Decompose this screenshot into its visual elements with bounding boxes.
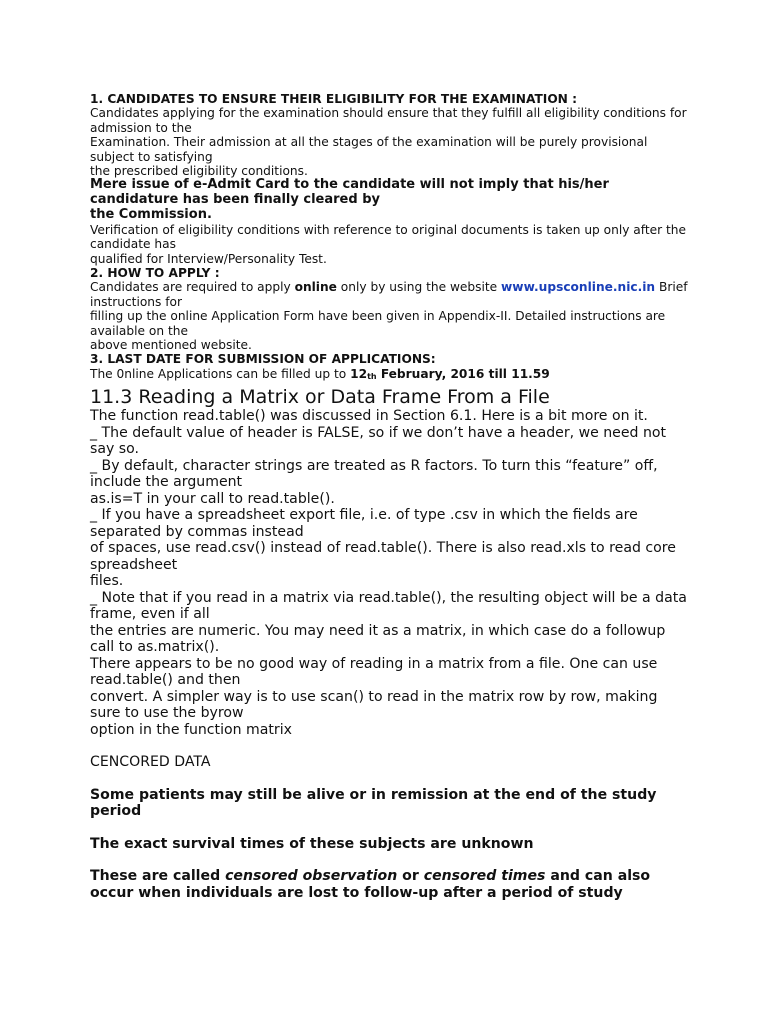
- censored-italic: censored observation: [225, 868, 398, 885]
- spacer: [90, 820, 690, 836]
- online-keyword: online: [294, 280, 337, 295]
- matrix-paragraph: _ If you have a spreadsheet export file, i.e. of type .csv in which the fields are separated by commas instead: [90, 507, 638, 540]
- date-day: 12: [350, 366, 368, 381]
- spacer: [90, 738, 690, 754]
- section1-bold-line: the Commission.: [90, 207, 212, 223]
- section3-text: The 0nline Applications can be filled up to: [90, 366, 351, 381]
- section2-line: above mentioned website.: [90, 338, 252, 353]
- censored-text: These are called: [90, 868, 226, 885]
- document-body: [90, 92, 690, 901]
- section2-line: [90, 280, 690, 309]
- matrix-paragraph: _ By default, character strings are treated as R factors. To turn this “feature” off, include the argument: [90, 457, 658, 491]
- matrix-paragraph: as.is=T in your call to read.table().: [90, 490, 335, 507]
- censored-paragraph: [90, 868, 690, 901]
- section3-heading: 3. LAST DATE FOR SUBMISSION OF APPLICATIONS:: [90, 352, 436, 367]
- section1-heading: 1. CANDIDATES TO ENSURE THEIR ELIGIBILITY FOR THE EXAMINATION :: [90, 92, 578, 106]
- matrix-paragraph: the entries are numeric. You may need it as a matrix, in which case do a followup call to as.matrix().: [90, 622, 666, 656]
- matrix-heading: 11.3 Reading a Matrix or Data Frame From a File: [90, 386, 550, 409]
- matrix-paragraph: _ Note that if you read in a matrix via read.table(), the resulting object will be a data frame, even if all: [90, 589, 687, 623]
- website-link[interactable]: www.upsconline.nic.in: [501, 280, 656, 295]
- censored-paragraph: The exact survival times of these subjects are unknown: [90, 835, 534, 852]
- section2-heading: 2. HOW TO APPLY :: [90, 266, 220, 281]
- date-rest: February, 2016 till 11.59: [376, 366, 550, 381]
- section1-line: the prescribed eligibility conditions.: [90, 164, 308, 179]
- matrix-paragraph: convert. A simpler way is to use scan() to read in the matrix row by row, making sure to use the byrow: [90, 688, 658, 722]
- censored-paragraph: Some patients may still be alive or in remission at the end of the study period: [90, 786, 657, 820]
- matrix-paragraph: option in the function matrix: [90, 721, 292, 738]
- section2-text: Candidates are required to apply: [90, 280, 295, 295]
- censored-text: and can also occur when individuals are lost to follow-up after a period of study: [90, 868, 651, 901]
- section2-text: Brief instructions for: [90, 280, 688, 309]
- date-suffix: th: [367, 371, 377, 381]
- section1-bold-line: Mere issue of e-Admit Card to the candidate will not imply that his/her candidature has been finally cleared by: [90, 177, 609, 208]
- section1-line: Verification of eligibility conditions with reference to original documents is taken up only after the candidate has: [90, 222, 687, 252]
- spacer: [90, 852, 690, 868]
- spacer: [90, 771, 690, 787]
- section1-line: Candidates applying for the examination should ensure that they fulfill all eligibility conditions for admission to the: [90, 106, 687, 135]
- section1-line: qualified for Interview/Personality Test.: [90, 251, 327, 266]
- censored-text: or: [397, 868, 424, 885]
- section2-text: only by using the website: [336, 280, 502, 295]
- matrix-paragraph: files.: [90, 573, 124, 590]
- section2-line: filling up the online Application Form have been given in Appendix-II. Detailed instructions are available on the: [90, 309, 666, 338]
- matrix-paragraph: _ The default value of header is FALSE, so if we don’t have a header, we need not say so.: [90, 424, 667, 458]
- censored-italic: censored times: [423, 868, 546, 885]
- section1-line: Examination. Their admission at all the stages of the examination will be purely provisional subject to satisfying: [90, 135, 648, 164]
- matrix-paragraph: of spaces, use read.csv() instead of read.table(). There is also read.xls to read core spreadsheet: [90, 540, 676, 573]
- section3-line: [90, 367, 690, 384]
- matrix-paragraph: There appears to be no good way of reading in a matrix from a file. One can use read.table() and then: [90, 655, 658, 689]
- censored-heading: CENCORED DATA: [90, 754, 211, 771]
- matrix-paragraph: The function read.table() was discussed in Section 6.1. Here is a bit more on it.: [90, 408, 648, 425]
